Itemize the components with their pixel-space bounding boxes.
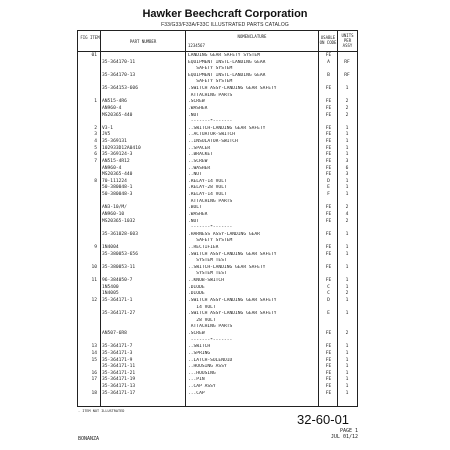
nomenclature-cell: SAFETY SYSTEM <box>188 79 233 85</box>
part-number-cell: AN515-4R12 <box>102 158 130 164</box>
units-per-assy-cell: 1 <box>345 350 349 356</box>
table-row <box>78 60 357 66</box>
part-number-cell: 35-369131 <box>102 139 127 145</box>
table-row <box>78 258 357 264</box>
fig-item-cell: 2 <box>94 125 97 131</box>
units-per-assy-cell: 1 <box>345 251 349 257</box>
usable-on-code-cell: FE <box>325 244 332 250</box>
units-per-assy-cell: 1 <box>345 344 349 350</box>
table-row <box>78 265 357 271</box>
table-row <box>78 199 357 205</box>
part-number-cell: 35-364171-19 <box>102 377 136 383</box>
fig-item-cell: 15 <box>91 357 97 363</box>
usable-on-code-cell: FE <box>325 86 332 92</box>
units-per-assy-cell: 2 <box>345 205 349 211</box>
usable-on-code-cell: FE <box>325 264 332 270</box>
units-per-assy-cell: 1 <box>345 244 349 250</box>
usable-on-code-cell: D <box>327 297 330 303</box>
part-number-cell: 102933D12A0410 <box>102 145 141 151</box>
units-per-assy-cell: 1 <box>345 178 349 184</box>
table-row <box>78 305 357 311</box>
part-number-cell: 1N4005 <box>102 291 119 297</box>
nomenclature-cell: .SWITCH ASSY-LANDING GEAR SAFETY <box>188 311 277 317</box>
table-row <box>78 192 357 198</box>
part-number-cell: 1N5400 <box>102 284 119 290</box>
usable-on-code-cell: FE <box>325 344 332 350</box>
usable-on-code-cell: FE <box>325 218 332 224</box>
usable-on-code-cell: D <box>327 178 330 184</box>
page-number: PAGE 1 <box>339 428 358 434</box>
usable-on-code-cell: E <box>327 311 330 317</box>
part-number-cell: 35-364171-1 <box>102 297 133 303</box>
nomenclature-cell: ..KNOB-SWITCH <box>188 278 224 284</box>
usable-on-code-cell: F <box>327 192 330 198</box>
units-per-assy-cell: 2 <box>345 218 349 224</box>
parts-table <box>77 30 358 407</box>
table-row <box>78 99 357 105</box>
col-fig-item-header: FIG ITEM <box>80 35 100 40</box>
units-per-assy-cell: 3 <box>345 158 349 164</box>
table-row <box>78 351 357 357</box>
usable-on-code-cell: C <box>327 284 330 290</box>
usable-on-code-cell: FE <box>325 112 332 118</box>
table-row <box>78 324 357 330</box>
nomenclature-cell: ..SPRING <box>188 350 211 356</box>
table-row <box>78 311 357 317</box>
table-row <box>78 271 357 277</box>
part-number-cell: 96-384050-7 <box>102 278 133 284</box>
part-number-cell: 50-380048-3 <box>102 192 133 198</box>
units-per-assy-cell: 1 <box>345 192 349 198</box>
table-row <box>78 245 357 251</box>
table-row <box>78 152 357 158</box>
units-per-assy-cell: 1 <box>345 278 349 284</box>
units-per-assy-cell: 1 <box>345 390 349 396</box>
company-title: Hawker Beechcraft Corporation <box>142 8 308 20</box>
usable-on-code-cell: FE <box>325 350 332 356</box>
table-row <box>78 278 357 284</box>
usable-on-code-cell: FE <box>325 211 332 217</box>
table-row <box>78 139 357 145</box>
part-number-cell: MS20365-1032 <box>102 218 136 224</box>
nomenclature-cell: .SCREW <box>188 331 205 337</box>
nomenclature-cell: ..RECTIFIER <box>188 244 219 250</box>
part-number-cell: 35-364153-606 <box>102 86 138 92</box>
nomenclature-cell: ..INSULATOR-SWITCH <box>188 139 238 145</box>
usable-on-code-cell: FE <box>325 370 332 376</box>
table-row <box>78 185 357 191</box>
table-row <box>78 73 357 79</box>
units-per-assy-cell: 3 <box>345 172 349 178</box>
units-per-assy-cell: 1 <box>345 125 349 131</box>
part-number-cell: 1N4004 <box>102 244 119 250</box>
nomenclature-cell: .BOLT <box>188 205 202 211</box>
table-row <box>78 364 357 370</box>
table-row <box>78 232 357 238</box>
part-number-cell: 35-364171-9 <box>102 357 133 363</box>
part-number-cell: JV5 <box>102 132 111 138</box>
table-row <box>78 106 357 112</box>
table-row <box>78 358 357 364</box>
part-number-cell: MS20365-440 <box>102 172 133 178</box>
units-per-assy-cell: 1 <box>345 370 349 376</box>
table-row <box>78 113 357 119</box>
part-number-cell: 35-364171-7 <box>102 344 133 350</box>
nomenclature-cell: ...HOUSING <box>188 370 216 376</box>
nomenclature-cell: ..ACTUATOR-SWITCH <box>188 132 236 138</box>
usable-on-code-cell: FE <box>325 331 332 337</box>
table-row <box>78 132 357 138</box>
units-per-assy-cell: 1 <box>345 384 349 389</box>
nomenclature-cell: -------*------- <box>188 225 233 231</box>
usable-on-code-cell: FE <box>325 99 332 105</box>
table-row <box>78 338 357 344</box>
units-per-assy-cell: 1 <box>345 231 349 237</box>
table-row <box>78 205 357 211</box>
units-per-assy-cell: 1 <box>345 284 349 290</box>
part-number-cell: 35-364171-21 <box>102 370 136 376</box>
part-number-cell: 35-364171-17 <box>102 390 136 396</box>
nomenclature-cell: -------*------- <box>188 119 233 125</box>
usable-on-code-cell: FE <box>325 364 332 370</box>
units-per-assy-cell: 1 <box>345 311 349 317</box>
table-row <box>78 384 357 390</box>
usable-on-code-cell: FE <box>325 152 332 158</box>
table-row <box>78 86 357 92</box>
units-per-assy-cell: 1 <box>345 185 349 191</box>
table-header <box>78 31 357 52</box>
nomenclature-cell: ...PIN <box>188 377 205 383</box>
fig-item-cell: 17 <box>91 377 97 383</box>
nomenclature-cell: EQUIPMENT INSTL-LANDING GEAR <box>188 59 266 65</box>
part-number-cell: AN960-10 <box>102 211 125 217</box>
units-per-assy-cell: 1 <box>345 86 349 92</box>
units-per-assy-cell: 1 <box>345 297 349 303</box>
part-number-cell: 35-364170-13 <box>102 72 136 78</box>
usable-on-code-cell: FE <box>325 53 332 58</box>
nomenclature-cell: ..BRACKET <box>188 152 213 158</box>
part-number-cell: MS20365-440 <box>102 112 133 118</box>
table-row <box>78 172 357 178</box>
units-per-assy-cell: RF <box>344 59 350 65</box>
fig-item-cell: 1 <box>94 99 97 105</box>
nomenclature-cell: .SWITCH ASSY-LANDING GEAR SAFETY <box>188 297 277 303</box>
nomenclature-cell: .SCREW <box>188 99 205 105</box>
nomenclature-cell: .NUT <box>188 112 200 118</box>
part-number-cell: AN960-4 <box>102 165 122 171</box>
nomenclature-cell: .DIODE <box>188 291 205 297</box>
part-number-cell: 35-364170-11 <box>102 59 136 65</box>
fig-item-cell: 5 <box>94 145 97 151</box>
usable-on-code-cell: C <box>327 291 330 297</box>
nomenclature-cell: .WASHER <box>188 211 208 217</box>
usable-on-code-cell: FE <box>325 145 332 151</box>
units-per-assy-cell: 2 <box>345 291 349 297</box>
aircraft-model: BONANZA <box>78 436 100 442</box>
nomenclature-cell: .DIODE <box>188 284 205 290</box>
units-per-assy-cell: 1 <box>345 132 349 138</box>
part-number-cell: AN515-4R6 <box>102 99 127 105</box>
nomenclature-cell: ..WASHER <box>188 165 211 171</box>
nomenclature-cell: .RELAY-14 VOLT <box>188 178 227 184</box>
table-row <box>78 252 357 258</box>
units-per-assy-cell: 4 <box>345 211 349 217</box>
fig-item-cell: 12 <box>91 297 97 303</box>
part-number-cell: 35-380053-11 <box>102 264 136 270</box>
table-row <box>78 212 357 218</box>
part-number-cell: 70-111224 <box>102 178 127 184</box>
nomenclature-cell: ..SWITCH-LANDING GEAR SAFETY <box>188 264 266 270</box>
units-per-assy-cell: 1 <box>345 377 349 383</box>
nomenclature-cell: ..HOUSING ASSY <box>188 364 227 370</box>
usable-on-code-cell: FE <box>325 357 332 363</box>
table-row <box>78 377 357 383</box>
part-number-cell: 35-364171-27 <box>102 311 136 317</box>
fig-item-cell: 6 <box>94 152 97 158</box>
table-row <box>78 298 357 304</box>
table-row <box>78 166 357 172</box>
table-row <box>78 66 357 72</box>
usable-on-code-cell: FE <box>325 125 332 131</box>
fig-item-cell: 7 <box>94 158 97 164</box>
indent-ruler: 1234567 <box>188 43 205 48</box>
table-row <box>78 126 357 132</box>
part-number-cell: 50-380048-1 <box>102 185 133 191</box>
table-row <box>78 291 357 297</box>
nomenclature-cell: .NUT <box>188 218 200 224</box>
nomenclature-cell: LANDING GEAR SAFETY SYSTEM <box>188 53 260 58</box>
usable-on-code-cell: FE <box>325 172 332 178</box>
nomenclature-cell: SYSTEM TEST <box>188 271 227 277</box>
fig-item-cell: 10 <box>91 264 97 270</box>
col-usable-on-code-header: USABLE ON CODE <box>319 35 337 45</box>
part-number-cell: AN507-6R8 <box>102 331 127 337</box>
footnote: - ITEM NOT ILLUSTRATED <box>78 409 125 413</box>
usable-on-code-cell: FE <box>325 390 332 396</box>
table-row <box>78 391 357 397</box>
fig-item-cell: 3 <box>94 132 97 138</box>
nomenclature-cell: .RELAY-28 VOLT <box>188 185 227 191</box>
part-number-cell: 35-369124-3 <box>102 152 133 158</box>
usable-on-code-cell: FE <box>325 377 332 383</box>
table-row <box>78 225 357 231</box>
units-per-assy-cell: 2 <box>345 99 349 105</box>
units-per-assy-cell: 2 <box>345 105 349 111</box>
nomenclature-cell: SAFETY SYSTEM <box>188 238 233 244</box>
part-number-cell: 35-364171-3 <box>102 350 133 356</box>
col-part-number-header: PART NUMBER <box>129 39 157 44</box>
part-number-cell: AN3-10/M/ <box>102 205 127 211</box>
fig-item-cell: 01 <box>91 53 97 58</box>
units-per-assy-cell: 1 <box>345 357 349 363</box>
part-number-cell: 35-364171-13 <box>102 384 136 389</box>
catalog-subtitle: F33/G33/F33A/F33C ILLUSTRATED PARTS CATALOG <box>161 22 289 28</box>
units-per-assy-cell: 1 <box>345 145 349 151</box>
col-nomenclature-header: NOMENCLATURE <box>237 34 267 39</box>
usable-on-code-cell: FE <box>325 251 332 257</box>
usable-on-code-cell: FE <box>325 132 332 138</box>
usable-on-code-cell: FE <box>325 105 332 111</box>
nomenclature-cell: -------*------- <box>188 337 233 343</box>
nomenclature-cell: 28 VOLT <box>188 317 216 323</box>
nomenclature-cell: .HARNESS ASSY-LANDING GEAR <box>188 231 260 237</box>
nomenclature-cell: .RELAY-14 VOLT <box>188 192 227 198</box>
table-row <box>78 285 357 291</box>
nomenclature-cell: ..SCREW <box>188 158 208 164</box>
nomenclature-cell: ..NUT <box>188 172 202 178</box>
nomenclature-cell: ..LATCH-SOLENOID <box>188 357 233 363</box>
nomenclature-cell: .SWITCH ASSY-LANDING GEAR SAFETY <box>188 86 277 92</box>
fig-item-cell: 9 <box>94 244 97 250</box>
usable-on-code-cell: FE <box>325 165 332 171</box>
units-per-assy-cell: 1 <box>345 364 349 370</box>
table-row <box>78 318 357 324</box>
nomenclature-cell: EQUIPMENT INSTL-LANDING GEAR <box>188 72 266 78</box>
nomenclature-cell: 14 VOLT <box>188 304 216 310</box>
nomenclature-cell: .SWITCH ASSY-LANDING GEAR SAFETY <box>188 251 277 257</box>
units-per-assy-cell: 1 <box>345 139 349 145</box>
document-number: 32-60-01 <box>297 412 350 427</box>
table-row <box>78 238 357 244</box>
units-per-assy-cell: 1 <box>345 264 349 270</box>
units-per-assy-cell: RF <box>344 72 350 78</box>
units-per-assy-cell: 2 <box>345 331 349 337</box>
units-per-assy-cell: 1 <box>345 152 349 158</box>
nomenclature-cell: .WASHER <box>188 105 208 111</box>
nomenclature-cell: SAFETY SYSTEM <box>188 66 233 72</box>
usable-on-code-cell: E <box>327 185 330 191</box>
revision-date: JUL 01/12 <box>330 434 358 440</box>
nomenclature-cell: ..SPACER <box>188 145 211 151</box>
table-row <box>78 159 357 165</box>
units-per-assy-cell: 2 <box>345 112 349 118</box>
fig-item-cell: 4 <box>94 139 97 145</box>
part-number-cell: 35-364171-11 <box>102 364 136 370</box>
usable-on-code-cell: FE <box>325 158 332 164</box>
fig-item-cell: 13 <box>91 344 97 350</box>
fig-item-cell: 11 <box>91 278 97 284</box>
part-number-cell: 35-361028-603 <box>102 231 138 237</box>
usable-on-code-cell: A <box>327 59 330 65</box>
usable-on-code-cell: FE <box>325 384 332 389</box>
nomenclature-cell: ATTACHING PARTS <box>188 324 233 330</box>
usable-on-code-cell: FE <box>325 231 332 237</box>
fig-item-cell: 16 <box>91 370 97 376</box>
nomenclature-cell: ATTACHING PARTS <box>188 92 233 98</box>
fig-item-cell: 18 <box>91 390 97 396</box>
usable-on-code-cell: FE <box>325 205 332 211</box>
usable-on-code-cell: FE <box>325 278 332 284</box>
table-row <box>78 79 357 85</box>
units-per-assy-cell: 6 <box>345 165 349 171</box>
table-row <box>78 331 357 337</box>
col-units-per-assy-header: UNITS PER ASSY <box>341 33 354 48</box>
usable-on-code-cell: B <box>327 72 330 78</box>
table-row <box>78 344 357 350</box>
nomenclature-cell: ..SWITCH-LANDING GEAR SAFETY <box>188 125 266 131</box>
fig-item-cell: 14 <box>91 350 97 356</box>
nomenclature-cell: SYSTEM TEST <box>188 258 227 264</box>
table-row <box>78 53 357 59</box>
usable-on-code-cell: FE <box>325 139 332 145</box>
nomenclature-cell: ATTACHING PARTS <box>188 198 233 204</box>
nomenclature-cell: ..CAP ASSY <box>188 384 216 389</box>
part-number-cell: 35-380053-656 <box>102 251 138 257</box>
part-number-cell: V3-1 <box>102 125 114 131</box>
fig-item-cell: 8 <box>94 178 97 184</box>
table-row <box>78 219 357 225</box>
part-number-cell: AN960-4 <box>102 105 122 111</box>
nomenclature-cell: ...CAP <box>188 390 205 396</box>
table-row <box>78 119 357 125</box>
nomenclature-cell: ..SWITCH <box>188 344 211 350</box>
